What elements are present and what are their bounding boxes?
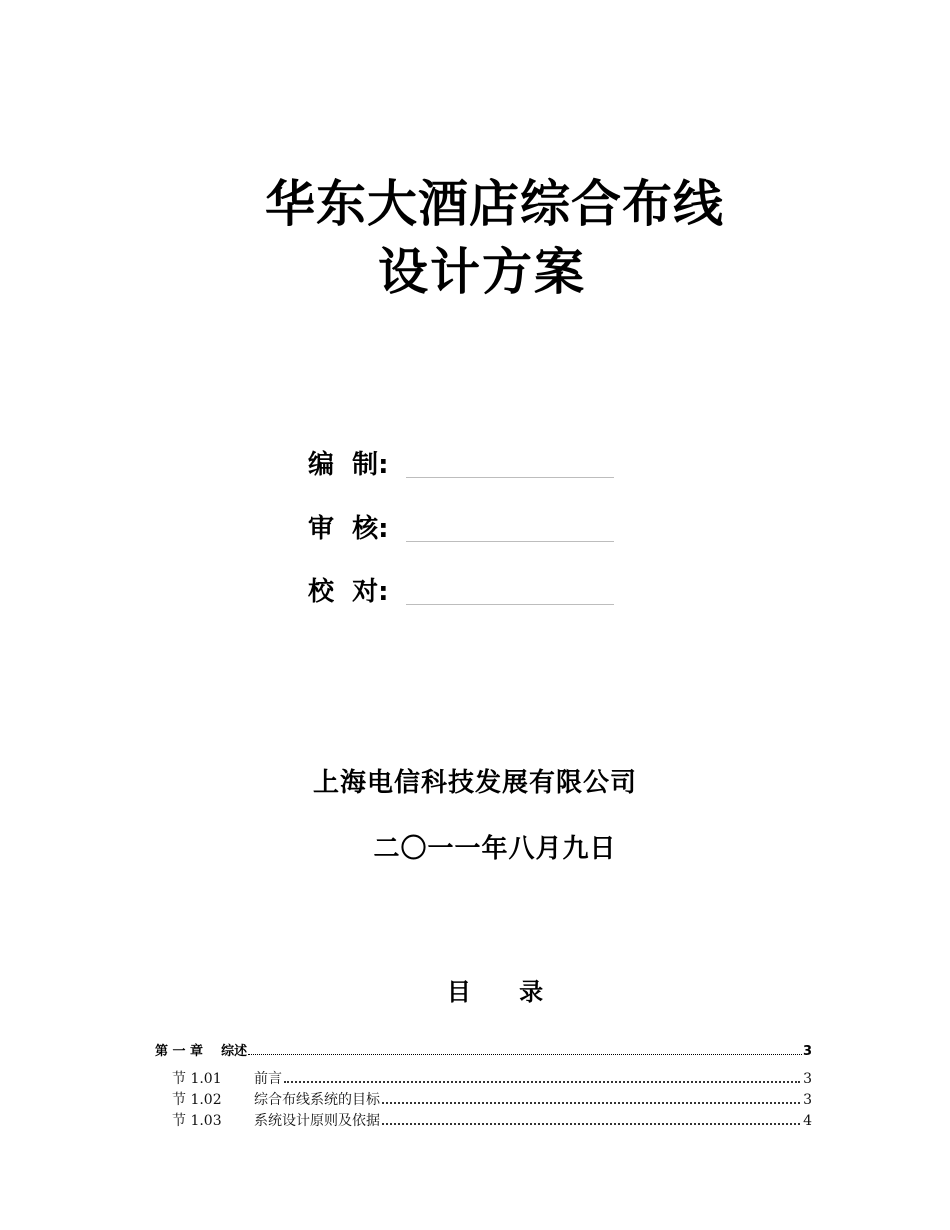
toc-page-number: 3 xyxy=(803,1092,812,1108)
field-label: 审 核: xyxy=(308,514,389,544)
toc-chapter-title: 综述 xyxy=(221,1044,248,1059)
document-title-line2: 设计方案 xyxy=(378,243,586,301)
field-prepared-by xyxy=(308,444,628,484)
toc-section-number: 节 1.03 xyxy=(172,1113,222,1129)
toc-entry[interactable] xyxy=(172,1110,812,1131)
document-title-line1: 华东大酒店综合布线 xyxy=(265,175,724,233)
field-label: 校 对: xyxy=(308,577,389,607)
document-date: 二〇一一年八月九日 xyxy=(373,834,617,864)
toc-chapter-entry[interactable] xyxy=(155,1040,812,1058)
toc-section-number: 节 1.02 xyxy=(172,1092,222,1108)
toc-page-number: 4 xyxy=(803,1113,812,1129)
toc-chapter-number: 第 一 章 xyxy=(155,1044,204,1059)
toc-list xyxy=(172,1068,812,1131)
toc-section-title: 系统设计原则及依据 xyxy=(254,1113,380,1129)
toc-page-number: 3 xyxy=(803,1071,812,1087)
toc-page-number: 3 xyxy=(802,1044,812,1059)
signature-line xyxy=(406,541,614,542)
toc-entry[interactable] xyxy=(172,1068,812,1089)
toc-heading: 目 录 xyxy=(446,978,544,1006)
toc-section-title: 前言 xyxy=(254,1071,282,1087)
field-label: 编 制: xyxy=(308,450,389,480)
company-name: 上海电信科技发展有限公司 xyxy=(312,768,637,798)
signature-line xyxy=(406,477,614,478)
field-checked-by xyxy=(308,571,628,611)
toc-section-number: 节 1.01 xyxy=(172,1071,222,1087)
field-reviewed-by xyxy=(308,508,628,548)
signature-line xyxy=(406,604,614,605)
toc-leader-dots xyxy=(382,1122,800,1125)
toc-leader-dots xyxy=(382,1101,800,1104)
toc-leader-dots xyxy=(284,1080,800,1083)
toc-section-title: 综合布线系统的目标 xyxy=(254,1092,380,1108)
toc-entry[interactable] xyxy=(172,1089,812,1110)
toc-leader-dots xyxy=(248,1053,802,1055)
